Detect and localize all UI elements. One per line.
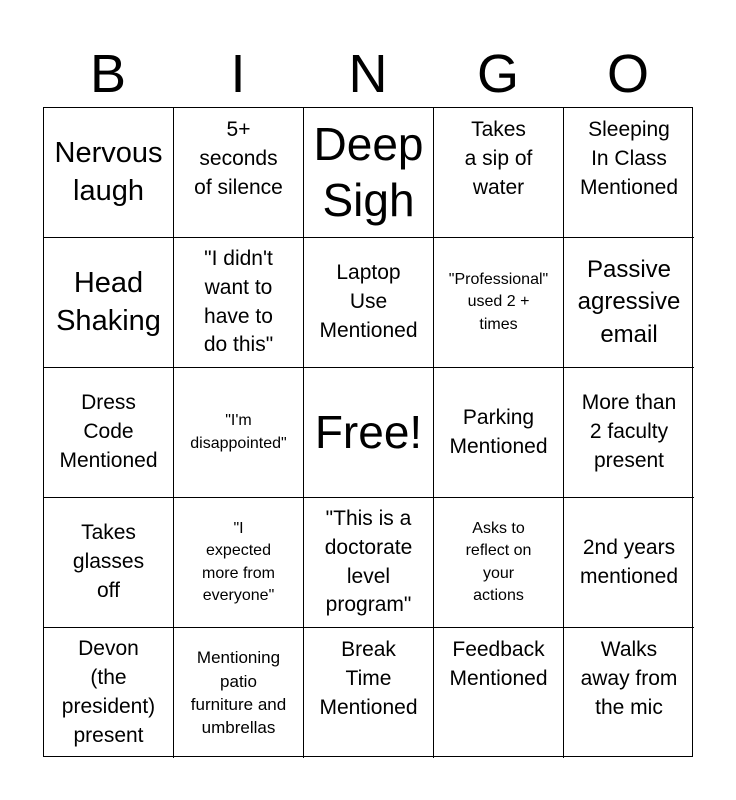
bingo-board xyxy=(43,107,693,757)
header-letter-o: O xyxy=(606,44,649,104)
cell-text: Devon (the president) present xyxy=(61,637,156,747)
bingo-cell[interactable] xyxy=(564,498,694,628)
header-letter-i: I xyxy=(230,44,246,104)
bingo-cell[interactable] xyxy=(174,498,304,628)
bingo-cell[interactable] xyxy=(564,108,694,238)
bingo-cell[interactable] xyxy=(564,628,694,758)
cell-text: Free! xyxy=(314,405,423,458)
cell-text: More than 2 faculty present xyxy=(581,391,677,472)
cell-text: Parking Mentioned xyxy=(449,405,548,458)
bingo-cell[interactable] xyxy=(44,238,174,368)
bingo-cell[interactable] xyxy=(564,368,694,498)
bingo-cell[interactable] xyxy=(44,498,174,628)
bingo-cell[interactable] xyxy=(44,108,174,238)
cell-text: Feedback Mentioned xyxy=(449,638,548,690)
cell-text: "I expected more from everyone" xyxy=(202,520,275,604)
cell-text: Walks away from the mic xyxy=(580,638,678,719)
bingo-cell[interactable] xyxy=(434,108,564,238)
bingo-header xyxy=(43,40,693,108)
free-space[interactable] xyxy=(304,368,434,498)
cell-text: Nervous laugh xyxy=(54,137,163,207)
cell-text: Takes glasses off xyxy=(72,521,145,602)
bingo-cell[interactable] xyxy=(304,628,434,758)
cell-text: "This is a doctorate level program" xyxy=(324,506,413,617)
cell-text: "I'm disappointed" xyxy=(190,412,287,452)
cell-text: Mentioning patio furniture and umbrellas xyxy=(190,648,287,738)
header-letter-n: N xyxy=(348,44,388,104)
bingo-cell[interactable] xyxy=(304,108,434,238)
bingo-cell[interactable] xyxy=(434,368,564,498)
cell-text: Deep Sigh xyxy=(313,118,424,226)
cell-text: Asks to reflect on your actions xyxy=(465,520,532,604)
cell-text: Break Time Mentioned xyxy=(319,638,418,719)
cell-text: Passive agressive email xyxy=(577,255,681,348)
cell-text: 5+ seconds of silence xyxy=(194,118,283,199)
cell-text: Head Shaking xyxy=(56,267,161,337)
cell-text: Sleeping In Class Mentioned xyxy=(579,118,679,199)
bingo-cell[interactable] xyxy=(304,498,434,628)
bingo-cell[interactable] xyxy=(434,238,564,368)
cell-text: 2nd years mentioned xyxy=(579,535,679,588)
bingo-cell[interactable] xyxy=(44,628,174,758)
bingo-cell[interactable] xyxy=(174,108,304,238)
bingo-cell[interactable] xyxy=(174,238,304,368)
bingo-cell[interactable] xyxy=(44,368,174,498)
bingo-cell[interactable] xyxy=(174,368,304,498)
cell-text: Takes a sip of water xyxy=(464,118,533,199)
cell-text: "I didn't want to have to do this" xyxy=(203,246,274,357)
bingo-cell[interactable] xyxy=(174,628,304,758)
bingo-cell[interactable] xyxy=(434,498,564,628)
bingo-cell[interactable] xyxy=(564,238,694,368)
cell-text: Laptop Use Mentioned xyxy=(319,261,418,342)
bingo-cell[interactable] xyxy=(434,628,564,758)
bingo-cell[interactable] xyxy=(304,238,434,368)
header-letter-b: B xyxy=(89,44,127,104)
cell-text: "Professional" used 2 + times xyxy=(448,271,549,333)
cell-text: Dress Code Mentioned xyxy=(59,391,158,472)
header-letter-g: G xyxy=(476,44,519,104)
